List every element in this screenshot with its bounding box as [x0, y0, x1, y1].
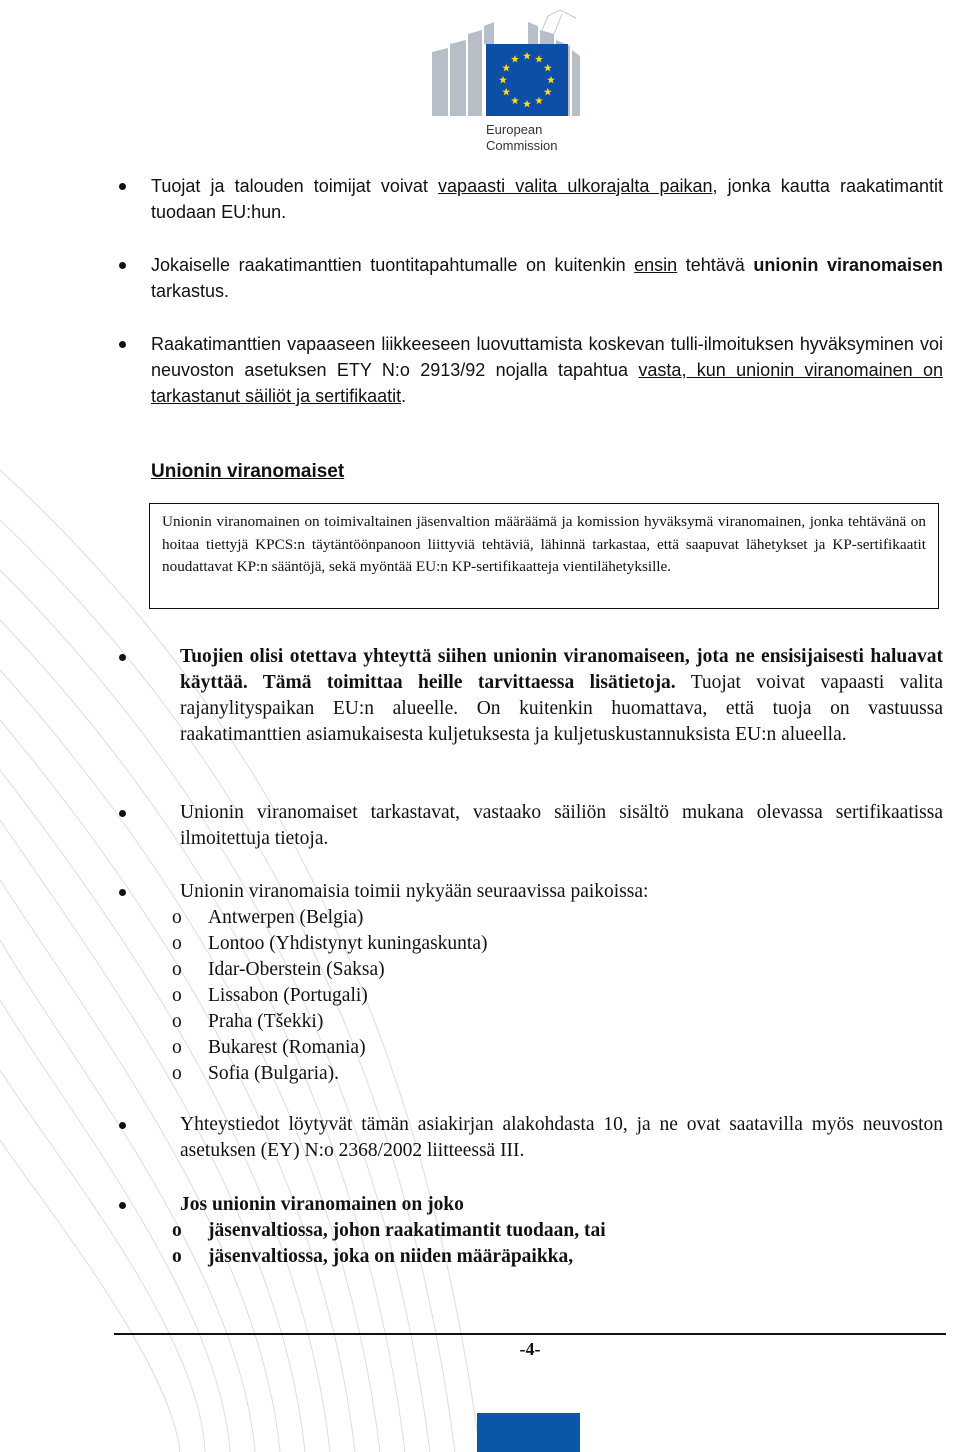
bullet-text-segment: Raakatimanttien vapaaseen liikkeeseen luovuttamista koskevan tulli-ilmoituksen hyväksyminen voi neuvoston asetuksen ETY N:o 2913/92 nojalla tapahtua — [151, 334, 943, 380]
list-item-text: jäsenvaltiossa, johon raakatimantit tuodaan, tai — [208, 1220, 606, 1241]
bullet-text: Tuojat voivat vapaasti valita rajanylityspaikan EU:n alueelle. On kuitenkin huomattava, että tuoja on vastuussa raakatimanttien asiamukaisesta kuljetuksesta ja kuljetuskustannuksista EU:n alueella. — [180, 672, 943, 745]
bullet-icon — [119, 183, 126, 190]
bullet-authorities-check — [180, 800, 943, 852]
sub-bullet-marker: o — [172, 1011, 182, 1032]
list-item — [144, 905, 943, 931]
bullet-text — [151, 334, 943, 406]
bullet-text-segment: vapaasti valita ulkorajalta paikan — [438, 176, 713, 196]
sub-bullet-marker: o — [172, 959, 182, 980]
bullet-icon — [119, 889, 126, 896]
bullet-inspection-required — [151, 252, 943, 304]
logo-text-european: European — [486, 122, 543, 137]
definition-box: Unionin viranomainen on toimivaltainen jäsenvaltion määräämä ja komission hyväksymä viranomainen, jonka tehtävänä on hoitaa tiettyjä KPCS:n täytäntöönpanoon liittyviä tehtäviä, lähinnä tarkastaa, että saapuvat lähetykset ja KP-sertifikaatit noudattavat KP:n sääntöjä, sekä myöntää EU:n KP-sertifikaatteja vientilähetyksille. — [149, 503, 939, 609]
bullet-text-segment: , jonka kautta raakatimantit tuodaan EU:hun. — [151, 176, 943, 222]
list-item — [144, 1218, 943, 1244]
condition-list — [116, 1218, 943, 1270]
list-item — [144, 931, 943, 957]
list-item — [144, 1061, 943, 1087]
bullet-contact-authority — [180, 644, 943, 748]
footer-brand-bar — [477, 1413, 580, 1452]
bullet-text: Unionin viranomaiset tarkastavat, vastaako säiliön sisältö mukana olevassa sertifikaatissa ilmoitettuja tietoja. — [180, 802, 943, 849]
bullet-text-segment: unionin viranomaisen — [753, 255, 943, 275]
bullet-icon — [119, 262, 126, 269]
sub-bullet-marker: o — [172, 907, 182, 928]
bullet-if-authority — [172, 1192, 943, 1270]
bullet-text — [151, 255, 943, 301]
bullet-icon — [119, 1202, 126, 1209]
list-item — [144, 1035, 943, 1061]
european-commission-logo — [430, 4, 582, 162]
bullet-text: Unionin viranomaisia toimii nykyään seuraavissa paikoissa: — [180, 881, 649, 902]
bullet-bold-text: Tuojien olisi otettava yhteyttä siihen unionin viranomaiseen, jota ne ensisijaisesti haluavat käyttää. Tämä toimittaa heille tarvittaessa lisätietoja. — [180, 646, 943, 693]
section-heading: Unionin viranomaiset — [151, 461, 345, 482]
bullet-locations — [172, 879, 943, 1087]
sub-bullet-marker: o — [172, 933, 182, 954]
sub-bullet-marker: o — [172, 1037, 182, 1058]
sub-bullet-marker: o — [172, 985, 182, 1006]
sub-bullet-marker: o — [172, 1246, 182, 1267]
bullet-text-segment: Tuojat ja talouden toimijat voivat — [151, 176, 439, 196]
list-item-text: Lontoo (Yhdistynyt kuningaskunta) — [208, 933, 488, 954]
list-item-text: Bukarest (Romania) — [208, 1037, 366, 1058]
list-item-text: jäsenvaltiossa, joka on niiden määräpaikka, — [208, 1246, 574, 1267]
bullet-contact-details — [180, 1112, 943, 1164]
bullet-text-segment: vasta, kun unionin viranomainen on tarkastanut säiliöt ja sertifikaatit — [151, 360, 943, 406]
sub-bullet-marker: o — [172, 1063, 182, 1084]
footer-rule — [114, 1333, 946, 1335]
bullet-icon — [119, 810, 126, 817]
list-item-text: Antwerpen (Belgia) — [208, 907, 364, 928]
list-item — [144, 1009, 943, 1035]
bullet-text-segment: tarkastus. — [151, 281, 230, 301]
locations-list — [116, 905, 943, 1087]
bullet-free-choice — [151, 173, 943, 225]
bullet-text-segment: . — [401, 386, 407, 406]
bullet-icon — [119, 341, 126, 348]
sub-bullet-marker: o — [172, 1220, 182, 1241]
page-number: -4- — [519, 1339, 541, 1359]
bullet-text: Yhteystiedot löytyvät tämän asiakirjan alakohdasta 10, ja ne ovat saatavilla myös neuvoston asetuksen (EY) N:o 2368/2002 liitteessä III. — [180, 1114, 943, 1161]
bullet-customs-declaration — [151, 331, 943, 409]
list-item-text: Idar-Oberstein (Saksa) — [208, 959, 385, 980]
list-item-text: Praha (Tšekki) — [208, 1011, 324, 1032]
list-item — [144, 1244, 943, 1270]
list-item — [144, 957, 943, 983]
list-item — [144, 983, 943, 1009]
bullet-text — [151, 176, 943, 222]
bullet-icon — [119, 654, 126, 661]
list-item-text: Sofia (Bulgaria). — [208, 1063, 340, 1084]
bullet-bold-text: Jos unionin viranomainen on joko — [180, 1194, 464, 1215]
logo-text-commission: Commission — [486, 138, 558, 153]
bullet-text-segment: tehtävä — [677, 255, 754, 275]
bullet-text-segment: Jokaiselle raakatimanttien tuontitapahtumalle on kuitenkin — [151, 255, 635, 275]
list-item-text: Lissabon (Portugali) — [208, 985, 368, 1006]
bullet-icon — [119, 1122, 126, 1129]
bullet-text-segment: ensin — [634, 255, 678, 275]
